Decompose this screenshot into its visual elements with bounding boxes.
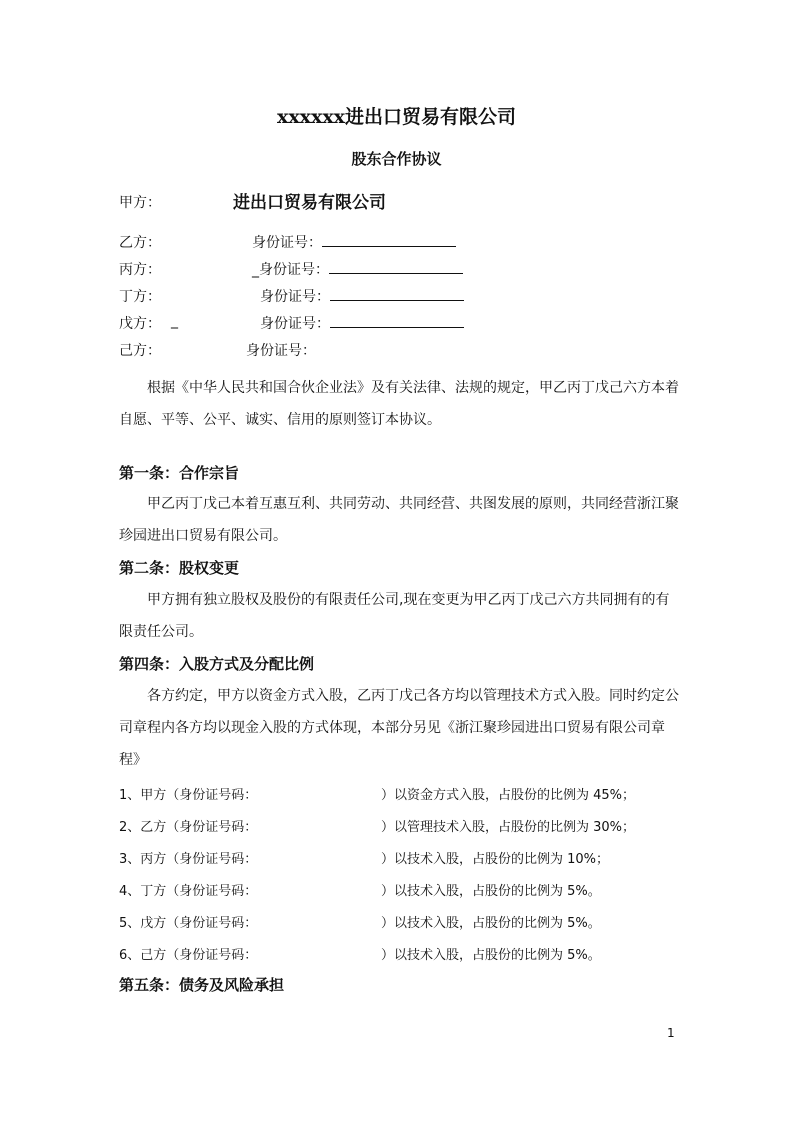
id-label: 身份证号： [260, 289, 330, 305]
id-blank-line [322, 232, 456, 247]
share-row [119, 816, 636, 835]
id-blank-line [329, 259, 463, 274]
party-jia-label: 甲方： [119, 195, 161, 211]
article-1-heading: 第一条：合作宗旨 [119, 464, 240, 482]
share-row [119, 880, 601, 899]
id-label: 身份证号： [252, 235, 322, 251]
article-4-body: 各方约定，甲方以资金方式入股，乙丙丁戊己各方均以管理技术方式入股。同时约定公司章程内各方均以现金入股的方式体现，本部分另见《浙江聚珍园进出口贸易有限公司章程》 [119, 688, 679, 768]
share-row-terms: ）以技术入股，占股份的比例为 5%。 [381, 948, 601, 963]
article-2-heading: 第二条：股权变更 [119, 559, 240, 577]
document-title: xxxxxx进出口贸易有限公司 [277, 106, 516, 128]
share-row [119, 944, 601, 963]
share-row-party: 1、甲方（身份证号码： [119, 788, 258, 803]
party-wu-id-field [260, 313, 464, 333]
party-bing-label: 丙方： [119, 262, 161, 278]
party-ji-label: 己方： [119, 343, 161, 359]
page-number: 1 [667, 1026, 675, 1040]
share-row-party: 6、己方（身份证号码： [119, 948, 258, 963]
id-label: _身份证号： [252, 262, 329, 278]
share-row-party: 2、乙方（身份证号码： [119, 820, 258, 835]
share-row-terms: ）以管理技术入股，占股份的比例为 30%； [381, 820, 636, 835]
party-wu-label: 戊方： [119, 316, 161, 332]
party-bing-id-field [252, 259, 463, 279]
party-yi-id-field [252, 232, 456, 252]
share-row-party: 3、丙方（身份证号码： [119, 852, 258, 867]
article-2-body: 甲方拥有独立股权及股份的有限责任公司,现在变更为甲乙丙丁戊己六方共同拥有的有限责任公司。 [119, 592, 670, 640]
share-row-terms: ）以技术入股，占股份的比例为 10%； [381, 852, 610, 867]
share-row-terms: ）以资金方式入股，占股份的比例为 45%； [381, 788, 636, 803]
party-ji-id-label: 身份证号： [246, 343, 316, 359]
share-row [119, 848, 610, 867]
id-label: 身份证号： [260, 316, 330, 332]
share-row [119, 784, 636, 803]
id-blank-line [330, 286, 464, 301]
share-row-party: 5、戊方（身份证号码： [119, 916, 258, 931]
party-wu-mark: _ [171, 313, 178, 329]
article-1-body: 甲乙丙丁戊己本着互惠互利、共同劳动、共同经营、共图发展的原则，共同经营浙江聚珍园进出口贸易有限公司。 [119, 496, 679, 544]
party-yi-label: 乙方： [119, 235, 161, 251]
share-row-terms: ）以技术入股，占股份的比例为 5%。 [381, 916, 601, 931]
share-row-party: 4、丁方（身份证号码： [119, 884, 258, 899]
article-5-heading: 第五条：债务及风险承担 [119, 976, 285, 994]
share-row [119, 912, 601, 931]
share-row-terms: ）以技术入股，占股份的比例为 5%。 [381, 884, 601, 899]
party-ding-id-field [260, 286, 464, 306]
article-4-heading: 第四条：入股方式及分配比例 [119, 655, 315, 673]
intro-paragraph: 根据《中华人民共和国合伙企业法》及有关法律、法规的规定，甲乙丙丁戊己六方本着自愿、平等、公平、诚实、信用的原则签订本协议。 [119, 380, 679, 428]
party-ding-label: 丁方： [119, 289, 161, 305]
id-blank-line [330, 313, 464, 328]
party-jia-name: 进出口贸易有限公司 [233, 193, 386, 213]
document-subtitle: 股东合作协议 [351, 150, 442, 168]
